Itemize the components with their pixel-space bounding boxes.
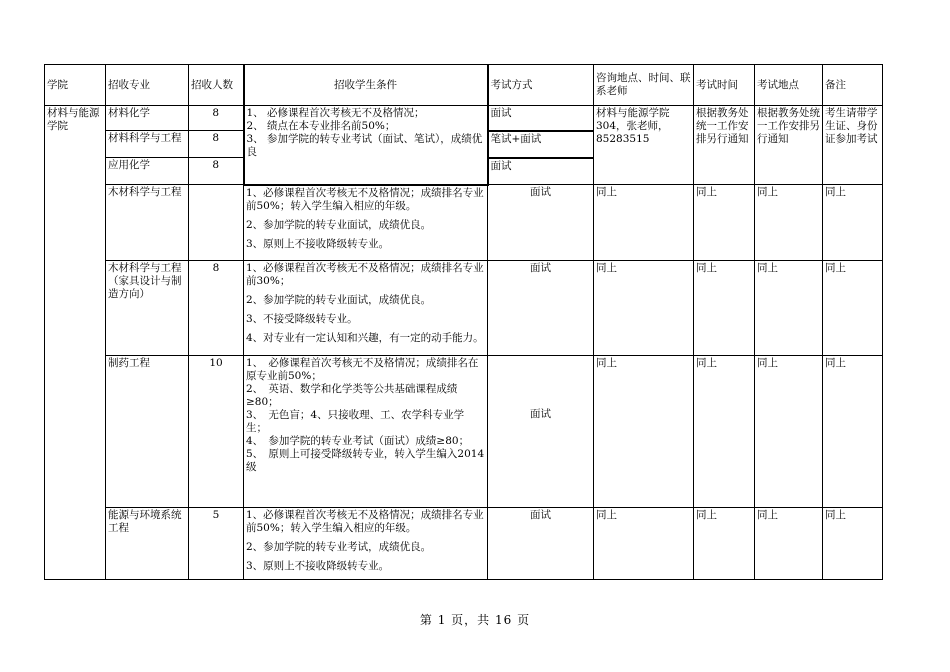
conditions-cell (244, 261, 488, 356)
condition-item: 4、对专业有一定认知和兴趣，有一定的动手能力。 (246, 332, 484, 344)
header-exam-method: 考试方式 (488, 65, 594, 106)
contact-cell: 同上 (594, 185, 694, 261)
table-row (45, 185, 883, 261)
exam-method-cell: 面试 (488, 508, 594, 580)
count-cell: 8 (189, 106, 244, 131)
major-cell: 材料科学与工程 (106, 131, 189, 158)
major-cell: 制药工程 (106, 356, 189, 508)
exam-method-cell: 面试 (488, 356, 594, 508)
condition-item: 1、必修课程首次考核无不及格情况；成绩排名专业前50%；转入学生编入相应的年级。 (246, 186, 484, 212)
condition-item: 2、参加学院的转专业面试，成绩优良。 (246, 294, 432, 306)
remarks-cell: 同上 (823, 356, 883, 508)
exam-method-cell: 笔试+面试 (488, 131, 594, 158)
count-cell: 8 (189, 158, 244, 185)
header-major: 招收专业 (106, 65, 189, 106)
page-footer: 第 1 页，共 16 页 (419, 613, 531, 627)
exam-method-cell: 面试 (488, 261, 594, 356)
major-cell: 材料化学 (106, 106, 189, 131)
condition-item: 3、原则上不接收降级转专业。 (246, 237, 390, 250)
condition-item: 3、原则上不接收降级转专业。 (246, 560, 390, 572)
remarks-cell: 同上 (823, 185, 883, 261)
condition-item: 1、必修课程首次考核无不及格情况；成绩排名专业前30%； (246, 262, 484, 287)
condition-item: 2、参加学院的转专业考试，成绩优良。 (246, 541, 432, 553)
major-cell: 能源与环境系统工程 (106, 508, 189, 580)
header-remarks: 备注 (823, 65, 883, 106)
exam-time-cell: 同上 (694, 508, 755, 580)
table-row (45, 508, 883, 580)
exam-place-cell: 同上 (755, 356, 823, 508)
table-row (45, 261, 883, 356)
condition-item: 1、必修课程首次考核无不及格情况；成绩排名专业前50%；转入学生编入相应的年级。 (246, 509, 484, 534)
header-college: 学院 (45, 65, 106, 106)
major-cell: 木材科学与工程（家具设计与制造方向） (106, 261, 189, 356)
table-row (45, 106, 883, 131)
count-cell: 5 (189, 508, 244, 580)
header-row (45, 65, 883, 106)
conditions-cell: 1、 必修课程首次考核无不及格情况； 2、 绩点在本专业排名前50%； 3、 参加学院的转专业考试（面试、笔试），成绩优良 (244, 106, 488, 185)
contact-cell: 同上 (594, 356, 694, 508)
contact-cell: 同上 (594, 508, 694, 580)
remarks-cell: 同上 (823, 261, 883, 356)
exam-time-cell: 同上 (694, 185, 755, 261)
header-exam-time: 考试时间 (694, 65, 755, 106)
contact-cell: 同上 (594, 261, 694, 356)
conditions-cell (244, 185, 488, 261)
major-cell: 应用化学 (106, 158, 189, 185)
exam-place-cell: 同上 (755, 261, 823, 356)
exam-place-cell: 同上 (755, 508, 823, 580)
condition-item: 3、不接受降级转专业。 (246, 313, 358, 325)
major-cell: 木材科学与工程 (106, 185, 189, 261)
header-conditions: 招收学生条件 (244, 65, 488, 106)
conditions-cell: 1、 必修课程首次考核无不及格情况；成绩排名在原专业前50%； 2、 英语、数学和化学类等公共基础课程成绩≥80； 3、 无色盲；4、只接收理、工、农学科专业学生； 4、 参加学院的转专业考试（面试）成绩≥80； 5、 原则上可接受降级转专业，转入学生编入2014级 (244, 356, 488, 508)
remarks-cell: 考生请带学生证、身份证参加考试 (823, 106, 883, 185)
exam-method-cell: 面试 (488, 106, 594, 131)
contact-cell: 材料与能源学院304，张老师，85283515 (594, 106, 694, 185)
count-cell (189, 185, 244, 261)
exam-method-cell: 面试 (488, 185, 594, 261)
college-cell: 材料与能源学院 (45, 106, 106, 580)
header-count: 招收人数 (189, 65, 244, 106)
table-row (45, 356, 883, 508)
conditions-cell (244, 508, 488, 580)
count-cell: 10 (189, 356, 244, 508)
exam-time-cell: 根据教务处统一工作安排另行通知 (694, 106, 755, 185)
header-exam-place: 考试地点 (755, 65, 823, 106)
condition-item: 2、参加学院的转专业面试，成绩优良。 (246, 218, 432, 231)
header-contact: 咨询地点、时间、联系老师 (594, 65, 694, 106)
exam-place-cell: 根据教务处统一工作安排另行通知 (755, 106, 823, 185)
exam-time-cell: 同上 (694, 356, 755, 508)
exam-method-cell: 面试 (488, 158, 594, 185)
transfer-table (44, 64, 883, 580)
count-cell: 8 (189, 261, 244, 356)
remarks-cell: 同上 (823, 508, 883, 580)
exam-time-cell: 同上 (694, 261, 755, 356)
count-cell: 8 (189, 131, 244, 158)
exam-place-cell: 同上 (755, 185, 823, 261)
